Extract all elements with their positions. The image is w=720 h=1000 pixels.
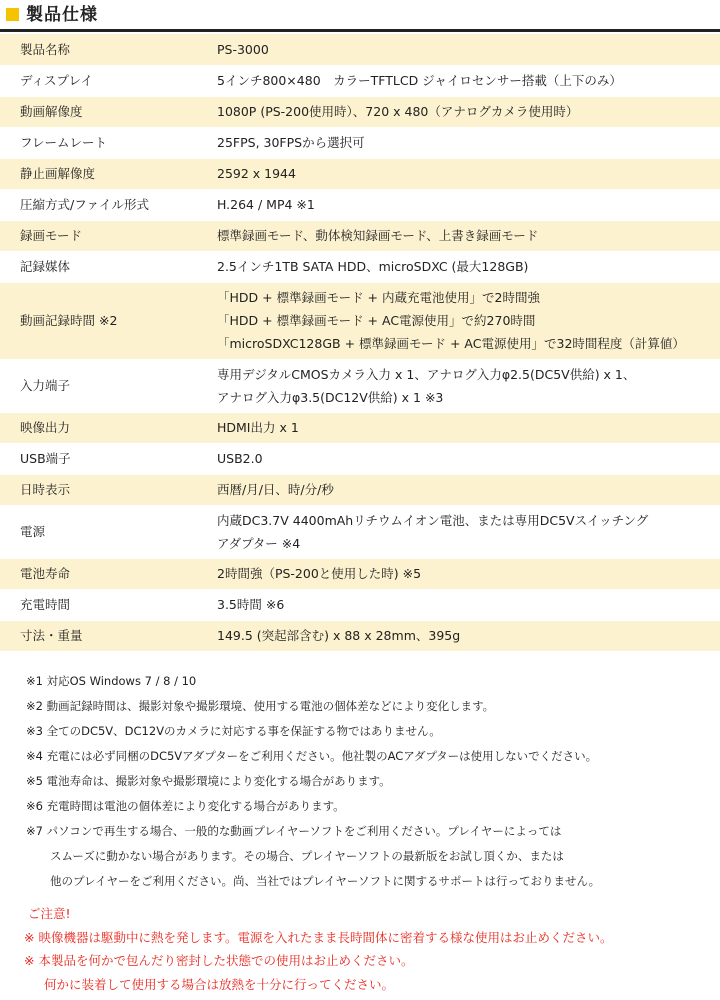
spec-value: 2.5インチ1TB SATA HDD、microSDXC (最大128GB) [203,251,720,282]
spec-value: 「HDD + 標準録画モード + 内蔵充電池使用」で2時間強 「HDD + 標準録画モード + AC電源使用」で約270時間 「microSDXC128GB + 標準録画モード + AC電源使用」で32時間程度（計算値） [203,282,720,359]
spec-value: 標準録画モード、動体検知録画モード、上書き録画モード [203,220,720,251]
spec-row [0,127,720,158]
spec-value: HDMI出力 x 1 [203,412,720,443]
spec-value: 西暦/月/日、時/分/秒 [203,474,720,505]
spec-label: 静止画解像度 [0,158,203,189]
spec-value: 25FPS, 30FPSから選択可 [203,127,720,158]
spec-value: 1080P (PS-200使用時）、720 x 480（アナログカメラ使用時） [203,96,720,127]
spec-value: H.264 / MP4 ※1 [203,189,720,220]
footnote: 他のプレイヤーをご利用ください。尚、当社ではプレイヤーソフトに関するサポートは行っておりません。 [50,874,601,888]
spec-row [0,220,720,251]
header-underline [0,29,720,32]
spec-label: 日時表示 [0,474,203,505]
spec-value: 内蔵DC3.7V 4400mAhリチウムイオン電池、または専用DC5Vスイッチング アダプター ※4 [203,505,720,558]
spec-row [0,620,720,651]
spec-label: 寸法・重量 [0,620,203,651]
spec-label: 動画記録時間 ※2 [0,282,203,359]
caution-line: ※ 映像機器は駆動中に熱を発します。電源を入れたまま長時間体に密着する様な使用はお止めください。 [24,929,613,945]
spec-value: PS-3000 [203,34,720,65]
spec-label: 製品名称 [0,34,203,65]
spec-label: 動画解像度 [0,96,203,127]
spec-row [0,589,720,620]
footnote: スムーズに動かない場合があります。その場合、プレイヤーソフトの最新版をお試し頂くか、または [50,849,564,863]
caution-block [24,902,714,996]
spec-row [0,474,720,505]
spec-label: 電池寿命 [0,558,203,589]
spec-row [0,359,720,412]
spec-row [0,96,720,127]
footnote: ※3 全てのDC5V、DC12Vのカメラに対応する事を保証する物ではありません。 [26,724,441,738]
spec-value: 専用デジタルCMOSカメラ入力 x 1、アナログ入力φ2.5(DC5V供給) x 1、 アナログ入力φ3.5(DC12V供給) x 1 ※3 [203,359,720,412]
spec-value: 2時間強（PS-200と使用した時) ※5 [203,558,720,589]
caution-line: 何かに装着して使用する場合は放熱を十分に行ってください。 [44,976,395,992]
footnote: ※5 電池寿命は、撮影対象や撮影環境により変化する場合があります。 [26,774,391,788]
footnote: ※4 充電には必ず同梱のDC5Vアダプターをご利用ください。他社製のACアダプターは使用しないでください。 [26,749,598,763]
footnote: ※1 対応OS Windows 7 / 8 / 10 [26,674,197,688]
spec-label: 電源 [0,505,203,558]
caution-title: ご注意! [28,906,71,921]
spec-label: 映像出力 [0,412,203,443]
spec-row [0,558,720,589]
footnote: ※2 動画記録時間は、撮影対象や撮影環境、使用する電池の個体差などにより変化します。 [26,699,495,713]
spec-label: 入力端子 [0,359,203,412]
footnote: ※7 パソコンで再生する場合、一般的な動画プレイヤーソフトをご利用ください。プレイヤーによっては [26,824,562,838]
spec-row [0,189,720,220]
spec-label: フレームレート [0,127,203,158]
footnote: ※6 充電時間は電池の個体差により変化する場合があります。 [26,799,345,813]
spec-label: 録画モード [0,220,203,251]
spec-value: 3.5時間 ※6 [203,589,720,620]
spec-label: USB端子 [0,443,203,474]
spec-table [0,34,720,652]
spec-row [0,65,720,96]
spec-label: 記録媒体 [0,251,203,282]
spec-value: 149.5 (突起部含む) x 88 x 28mm、395g [203,620,720,651]
section-header [0,0,720,34]
spec-value: 5インチ800×480 カラーTFTLCD ジャイロセンサー搭載（上下のみ） [203,65,720,96]
caution-line: ※ 本製品を何かで包んだり密封した状態での使用はお止めください。 [24,953,414,968]
spec-label: 圧縮方式/ファイル形式 [0,189,203,220]
spec-row [0,251,720,282]
header-square-icon [6,8,19,21]
spec-value: USB2.0 [203,443,720,474]
spec-row [0,158,720,189]
footnotes [26,669,716,894]
section-title: 製品仕様 [26,5,98,25]
spec-row [0,34,720,65]
spec-label: ディスプレイ [0,65,203,96]
spec-label: 充電時間 [0,589,203,620]
spec-row [0,412,720,443]
spec-row [0,505,720,558]
spec-row [0,443,720,474]
spec-row [0,282,720,359]
spec-value: 2592 x 1944 [203,158,720,189]
